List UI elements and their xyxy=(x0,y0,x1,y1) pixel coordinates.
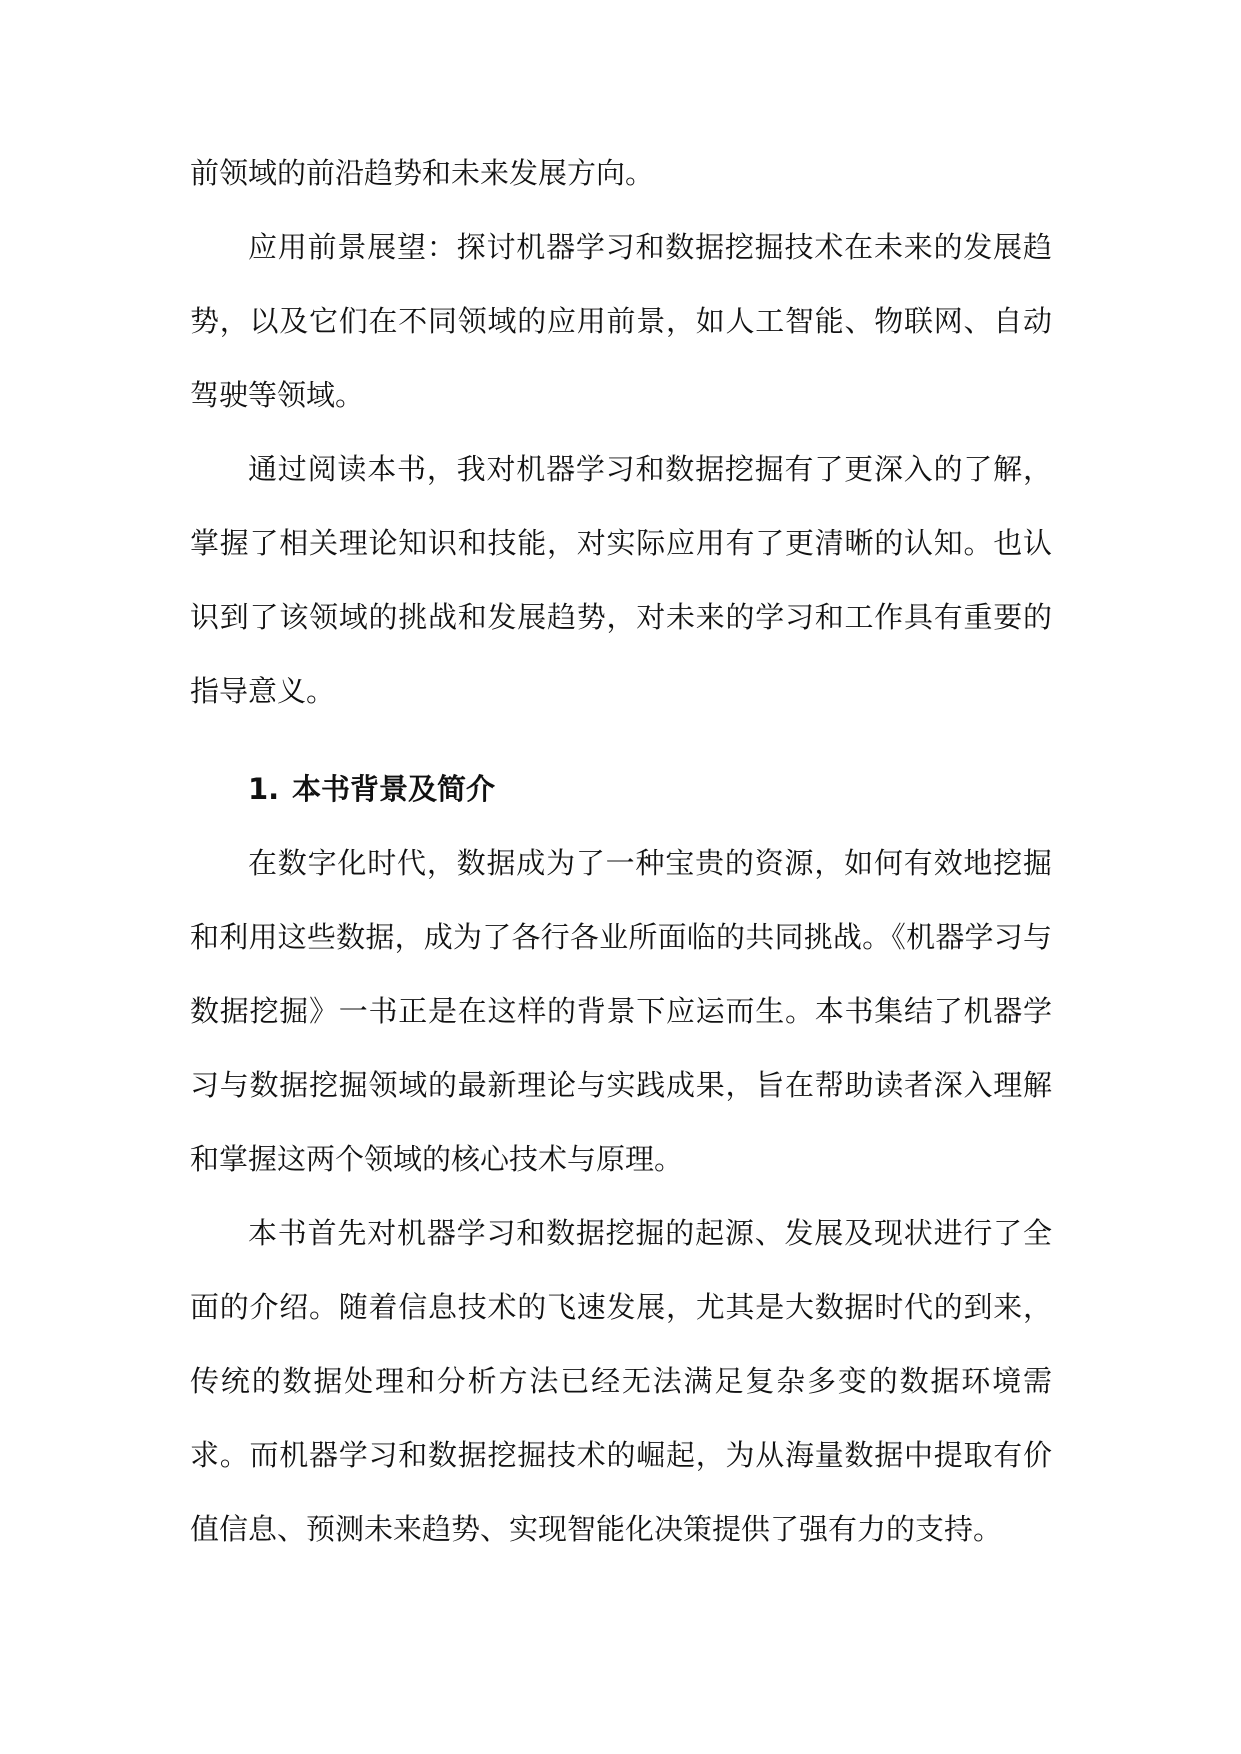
paragraph-continued: 前领域的前沿趋势和未来发展方向。 xyxy=(190,156,655,190)
section-title: 本书背景及简介 xyxy=(292,772,496,806)
paragraph-reading-summary: 通过阅读本书，我对机器学习和数据挖掘有了更深入的了解，掌握了相关理论知识和技能，对实际应用有了更清晰的认知。也认识到了该领域的挑战和发展趋势，对未来的学习和工作具有重要的指导意义。 xyxy=(190,452,1052,708)
paragraph-application-outlook: 应用前景展望：探讨机器学习和数据挖掘技术在未来的发展趋势，以及它们在不同领域的应用前景，如人工智能、物联网、自动驾驶等领域。 xyxy=(190,230,1052,412)
paragraph-introduction: 本书首先对机器学习和数据挖掘的起源、发展及现状进行了全面的介绍。随着信息技术的飞速发展，尤其是大数据时代的到来，传统的数据处理和分析方法已经无法满足复杂多变的数据环境需求。而机器学习和数据挖掘技术的崛起，为从海量数据中提取有价值信息、预测未来趋势、实现智能化决策提供了强有力的支持。 xyxy=(190,1216,1052,1546)
section-number: 1. xyxy=(248,772,280,806)
paragraph-background: 在数字化时代，数据成为了一种宝贵的资源，如何有效地挖掘和利用这些数据，成为了各行各业所面临的共同挑战。《机器学习与数据挖掘》一书正是在这样的背景下应运而生。本书集结了机器学习与数据挖掘领域的最新理论与实践成果，旨在帮助读者深入理解和掌握这两个领域的核心技术与原理。 xyxy=(190,846,1052,1176)
section-heading xyxy=(190,752,1052,826)
document-body xyxy=(190,136,1052,1566)
